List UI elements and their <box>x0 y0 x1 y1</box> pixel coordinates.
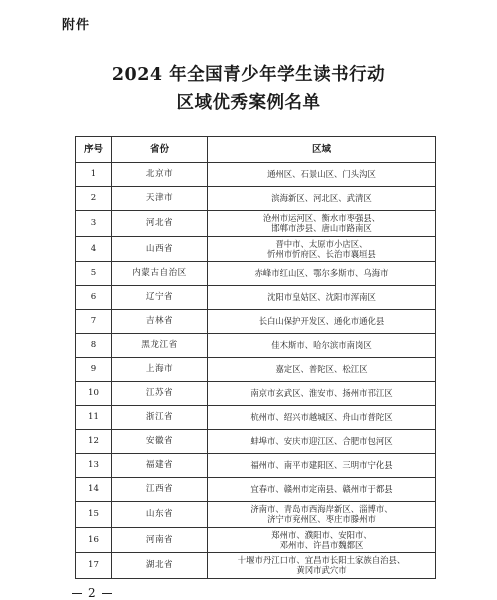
region-line: 晋中市、太原市小店区、 <box>275 238 368 249</box>
row-regions <box>208 406 436 430</box>
row-province: 山东省 <box>112 502 208 528</box>
table-header-row <box>76 137 436 163</box>
row-regions <box>208 236 436 262</box>
row-regions <box>208 502 436 528</box>
row-province: 福建省 <box>112 454 208 478</box>
region-line: 福州市、南平市建阳区、三明市宁化县 <box>250 460 393 471</box>
row-number: 15 <box>76 502 112 528</box>
row-province: 北京市 <box>112 163 208 187</box>
row-number: 1 <box>76 163 112 187</box>
row-province: 河北省 <box>112 211 208 237</box>
row-regions <box>208 310 436 334</box>
region-line: 杭州市、绍兴市越城区、舟山市普陀区 <box>250 412 393 423</box>
row-province: 上海市 <box>112 358 208 382</box>
table-row <box>76 236 436 262</box>
row-regions <box>208 211 436 237</box>
row-province: 湖北省 <box>112 553 208 579</box>
region-line: 黄冈市武穴市 <box>296 565 347 576</box>
page-title-line-2: 区域优秀案例名单 <box>176 93 321 113</box>
region-line: 佳木斯市、哈尔滨市南岗区 <box>271 340 372 351</box>
region-line: 长白山保护开发区、通化市通化县 <box>258 316 385 327</box>
table-row <box>76 553 436 579</box>
region-line: 十堰市丹江口市、宜昌市长阳土家族自治县、 <box>237 555 406 566</box>
row-number: 3 <box>76 211 112 237</box>
table-row <box>76 187 436 211</box>
region-line: 宜春市、赣州市定南县、赣州市于都县 <box>250 484 393 495</box>
row-province: 浙江省 <box>112 406 208 430</box>
row-regions <box>208 478 436 502</box>
header-no: 序号 <box>76 137 112 163</box>
region-line: 邯郸市涉县、唐山市路南区 <box>271 223 372 234</box>
table-row <box>76 310 436 334</box>
table-row <box>76 454 436 478</box>
region-line: 郑州市、濮阳市、安阳市、 <box>271 529 372 540</box>
table-row <box>76 358 436 382</box>
dash-left <box>72 593 82 594</box>
row-regions <box>208 334 436 358</box>
row-province: 吉林省 <box>112 310 208 334</box>
region-line: 济南市、青岛市西海岸新区、淄博市、 <box>250 504 393 515</box>
row-regions <box>208 187 436 211</box>
row-regions <box>208 553 436 579</box>
table-row <box>76 406 436 430</box>
table-row <box>76 262 436 286</box>
table-row <box>76 430 436 454</box>
region-line: 忻州市忻府区、长治市襄垣县 <box>267 248 376 259</box>
dash-right <box>102 593 112 594</box>
row-province: 山西省 <box>112 236 208 262</box>
page-number-value: 2 <box>88 586 96 600</box>
row-regions <box>208 430 436 454</box>
region-line: 赤峰市红山区、鄂尔多斯市、乌海市 <box>254 268 389 279</box>
row-regions <box>208 286 436 310</box>
table-row <box>76 502 436 528</box>
row-number: 2 <box>76 187 112 211</box>
row-regions <box>208 262 436 286</box>
table-row <box>76 286 436 310</box>
row-number: 13 <box>76 454 112 478</box>
row-province: 安徽省 <box>112 430 208 454</box>
row-number: 8 <box>76 334 112 358</box>
row-regions <box>208 358 436 382</box>
row-regions <box>208 163 436 187</box>
row-regions <box>208 527 436 553</box>
row-number: 10 <box>76 382 112 406</box>
region-line: 济宁市兖州区、枣庄市滕州市 <box>267 514 376 525</box>
row-province: 内蒙古自治区 <box>112 262 208 286</box>
region-line: 蚌埠市、安庆市迎江区、合肥市包河区 <box>250 436 393 447</box>
table-row <box>76 527 436 553</box>
row-number: 12 <box>76 430 112 454</box>
row-province: 河南省 <box>112 527 208 553</box>
table-row <box>76 334 436 358</box>
row-number: 16 <box>76 527 112 553</box>
attachment-label: 附件 <box>62 18 91 33</box>
region-line: 沧州市运河区、衡水市枣强县、 <box>262 213 381 224</box>
row-province: 江西省 <box>112 478 208 502</box>
row-province: 天津市 <box>112 187 208 211</box>
header-province: 省份 <box>112 137 208 163</box>
row-number: 14 <box>76 478 112 502</box>
region-line: 滨海新区、河北区、武清区 <box>271 193 372 204</box>
page-title-line-1: 2024 年全国青少年学生读书行动 <box>111 65 386 85</box>
row-regions <box>208 382 436 406</box>
region-line: 沈阳市皇姑区、沈阳市浑南区 <box>267 292 376 303</box>
row-province: 辽宁省 <box>112 286 208 310</box>
page-number <box>72 586 112 600</box>
row-number: 6 <box>76 286 112 310</box>
table-row <box>76 478 436 502</box>
region-line: 嘉定区、普陀区、松江区 <box>275 364 368 375</box>
row-number: 4 <box>76 236 112 262</box>
case-list-table <box>75 136 436 579</box>
table-row <box>76 163 436 187</box>
row-province: 黑龙江省 <box>112 334 208 358</box>
region-line: 南京市玄武区、淮安市、扬州市邗江区 <box>250 388 393 399</box>
table-body <box>76 163 436 579</box>
row-number: 5 <box>76 262 112 286</box>
row-number: 7 <box>76 310 112 334</box>
row-number: 17 <box>76 553 112 579</box>
row-number: 9 <box>76 358 112 382</box>
region-line: 通州区、石景山区、门头沟区 <box>267 169 376 180</box>
row-regions <box>208 454 436 478</box>
row-province: 江苏省 <box>112 382 208 406</box>
table-row <box>76 211 436 237</box>
region-line: 邓州市、许昌市魏都区 <box>279 539 364 550</box>
table-row <box>76 382 436 406</box>
header-region: 区域 <box>208 137 436 163</box>
row-number: 11 <box>76 406 112 430</box>
